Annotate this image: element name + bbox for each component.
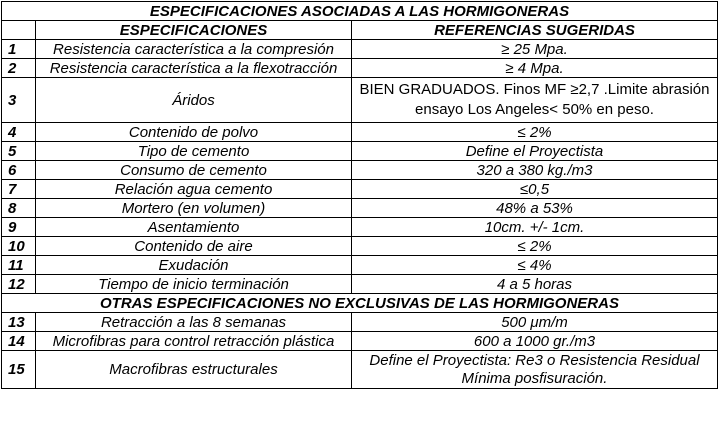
table-row <box>2 313 718 332</box>
row-spec: Contenido de polvo <box>36 123 352 142</box>
row-spec: Relación agua cemento <box>36 180 352 199</box>
row-number: 15 <box>2 351 36 389</box>
row-ref: 600 a 1000 gr./m3 <box>352 332 718 351</box>
row-number: 6 <box>2 161 36 180</box>
table-row <box>2 78 718 123</box>
row-number: 9 <box>2 218 36 237</box>
row-number: 10 <box>2 237 36 256</box>
row-number: 3 <box>2 78 36 123</box>
row-number: 1 <box>2 40 36 59</box>
row-spec: Microfibras para control retracción plástica <box>36 332 352 351</box>
section-title: OTRAS ESPECIFICACIONES NO EXCLUSIVAS DE LAS HORMIGONERAS <box>2 294 718 313</box>
row-number: 2 <box>2 59 36 78</box>
row-ref: BIEN GRADUADOS. Finos MF ≥2,7 .Limite abrasión ensayo Los Angeles< 50% en peso. <box>352 78 718 123</box>
row-ref: ≥ 25 Mpa. <box>352 40 718 59</box>
row-spec: Mortero (en volumen) <box>36 199 352 218</box>
row-ref: 48% a 53% <box>352 199 718 218</box>
row-ref: ≤ 2% <box>352 237 718 256</box>
row-ref: ≤ 2% <box>352 123 718 142</box>
table-row <box>2 142 718 161</box>
row-ref: ≤ 4% <box>352 256 718 275</box>
table-row <box>2 332 718 351</box>
specifications-table <box>1 1 718 389</box>
table-title-row <box>2 2 718 21</box>
column-header-spec: ESPECIFICACIONES <box>36 21 352 40</box>
row-ref: 500 μm/m <box>352 313 718 332</box>
row-spec: Resistencia característica a la compresión <box>36 40 352 59</box>
row-ref: Define el Proyectista <box>352 142 718 161</box>
row-spec: Tiempo de inicio terminación <box>36 275 352 294</box>
table-row <box>2 256 718 275</box>
row-number: 12 <box>2 275 36 294</box>
row-ref: Define el Proyectista: Re3 o Resistencia Residual Mínima posfisuración. <box>352 351 718 389</box>
row-spec: Resistencia característica a la flexotracción <box>36 59 352 78</box>
row-ref: ≥ 4 Mpa. <box>352 59 718 78</box>
row-number: 4 <box>2 123 36 142</box>
row-spec: Exudación <box>36 256 352 275</box>
section-title-row <box>2 294 718 313</box>
row-number: 11 <box>2 256 36 275</box>
row-number: 5 <box>2 142 36 161</box>
row-number: 14 <box>2 332 36 351</box>
row-spec: Tipo de cemento <box>36 142 352 161</box>
row-spec: Macrofibras estructurales <box>36 351 352 389</box>
table-row <box>2 59 718 78</box>
row-spec: Asentamiento <box>36 218 352 237</box>
table-row <box>2 199 718 218</box>
row-spec: Consumo de cemento <box>36 161 352 180</box>
row-spec: Contenido de aire <box>36 237 352 256</box>
table-row <box>2 180 718 199</box>
table-row <box>2 123 718 142</box>
column-header-row <box>2 21 718 40</box>
row-ref: ≤0,5 <box>352 180 718 199</box>
table-title: ESPECIFICACIONES ASOCIADAS A LAS HORMIGONERAS <box>2 2 718 21</box>
row-spec: Áridos <box>36 78 352 123</box>
row-ref: 320 a 380 kg./m3 <box>352 161 718 180</box>
table-row <box>2 40 718 59</box>
row-spec: Retracción a las 8 semanas <box>36 313 352 332</box>
column-header-number <box>2 21 36 40</box>
row-ref: 10cm. +/- 1cm. <box>352 218 718 237</box>
table-row <box>2 218 718 237</box>
row-number: 7 <box>2 180 36 199</box>
row-number: 8 <box>2 199 36 218</box>
table-row <box>2 161 718 180</box>
column-header-ref: REFERENCIAS SUGERIDAS <box>352 21 718 40</box>
table-row <box>2 237 718 256</box>
table-row <box>2 351 718 389</box>
row-number: 13 <box>2 313 36 332</box>
row-ref: 4 a 5 horas <box>352 275 718 294</box>
table-row <box>2 275 718 294</box>
